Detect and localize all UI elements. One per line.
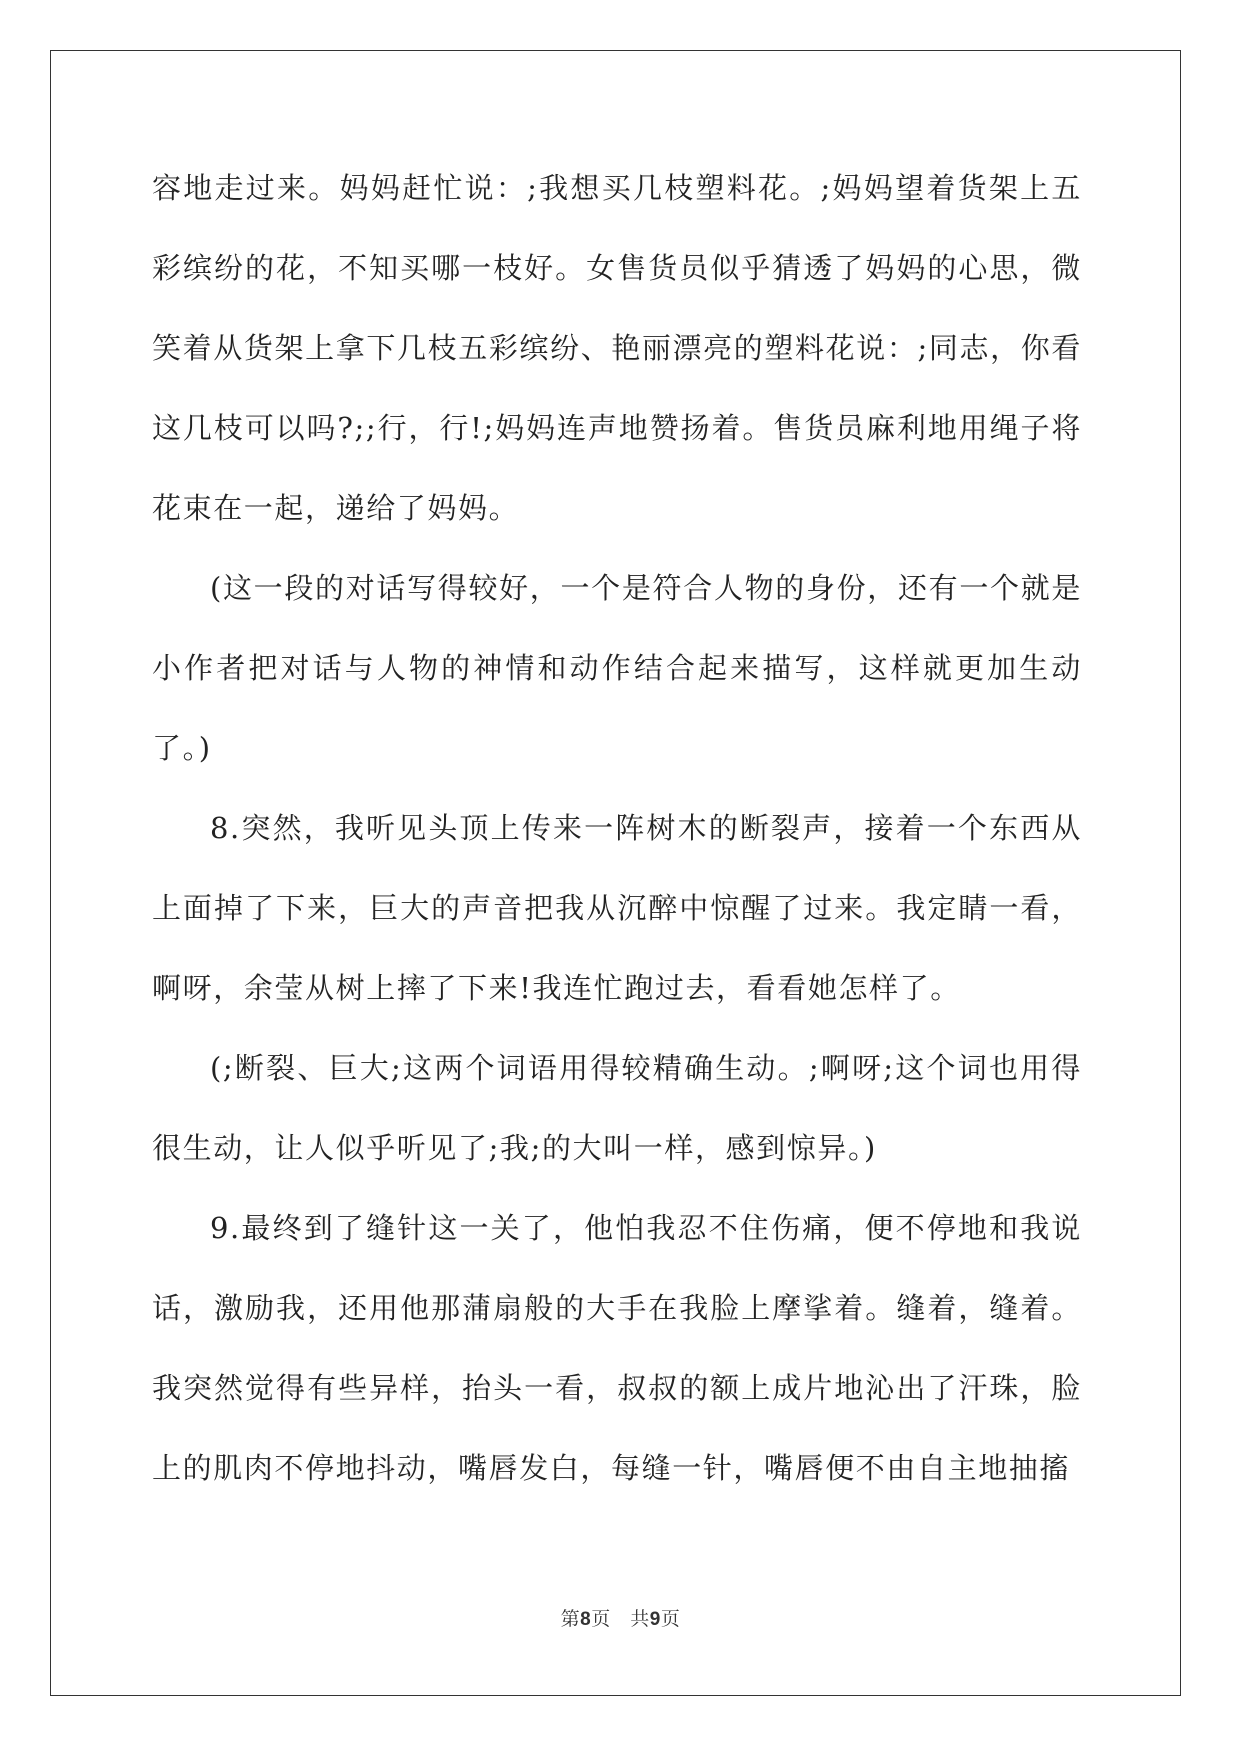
paragraph-5: 9.最终到了缝针这一关了，他怕我忍不住伤痛，便不停地和我说话，激励我，还用他那蒲扇般的大手在我脸上摩挲着。缝着，缝着。我突然觉得有些异样，抬头一看，叔叔的额上成片地沁出了汗珠，脸上的肌肉不停地抖动，嘴唇发白，每缝一针，嘴唇便不由自主地抽搐 bbox=[152, 1211, 1082, 1485]
document-body bbox=[152, 148, 1082, 1508]
footer-current-page: 8 bbox=[580, 1609, 592, 1630]
footer-mid: 页 共 bbox=[591, 1608, 650, 1630]
paragraph-4: (;断裂、巨大;这两个词语用得较精确生动。;啊呀;这个词也用得很生动，让人似乎听见了;我;的大叫一样，感到惊异。) bbox=[152, 1051, 1082, 1165]
footer-prefix: 第 bbox=[560, 1608, 581, 1630]
paragraph-3: 8.突然，我听见头顶上传来一阵树木的断裂声，接着一个东西从上面掉了下来，巨大的声音把我从沉醉中惊醒了过来。我定睛一看，啊呀，余莹从树上摔了下来!我连忙跑过去，看看她怎样了。 bbox=[152, 811, 1082, 1005]
footer-suffix: 页 bbox=[660, 1608, 681, 1630]
page-footer bbox=[0, 1604, 1241, 1631]
footer-total-pages: 9 bbox=[649, 1609, 661, 1630]
paragraph-2: (这一段的对话写得较好，一个是符合人物的身份，还有一个就是小作者把对话与人物的神情和动作结合起来描写，这样就更加生动了。) bbox=[152, 571, 1082, 765]
paragraph-1: 容地走过来。妈妈赶忙说：;我想买几枝塑料花。;妈妈望着货架上五彩缤纷的花，不知买哪一枝好。女售货员似乎猜透了妈妈的心思，微笑着从货架上拿下几枝五彩缤纷、艳丽漂亮的塑料花说：;同志，你看这几枝可以吗?;;行，行!;妈妈连声地赞扬着。售货员麻利地用绳子将花束在一起，递给了妈妈。 bbox=[152, 171, 1082, 525]
